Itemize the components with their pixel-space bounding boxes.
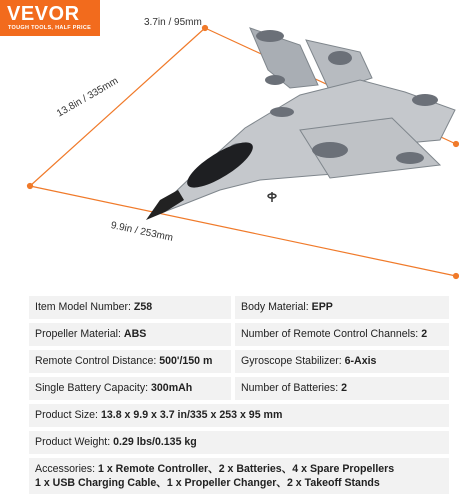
spec-row: [29, 323, 449, 346]
spec-battery-capacity: Single Battery Capacity: 300mAh: [29, 377, 231, 400]
spec-propeller-material: Propeller Material: ABS: [29, 323, 231, 346]
spec-body-material: Body Material: EPP: [235, 296, 449, 319]
dimension-width: 3.7in / 95mm: [144, 17, 202, 28]
spec-row: [29, 296, 449, 319]
spec-row: [29, 377, 449, 400]
dimension-wingspan: 9.9in / 253mm: [109, 220, 174, 244]
spec-distance: Remote Control Distance: 500'/150 m: [29, 350, 231, 373]
spec-gyroscope: Gyroscope Stabilizer: 6-Axis: [235, 350, 449, 373]
spec-size: Product Size: 13.8 x 9.9 x 3.7 in/335 x 253 x 95 mm: [29, 404, 449, 427]
logo-tagline: TOUGH TOOLS, HALF PRICE: [8, 25, 92, 31]
spec-table: [29, 296, 449, 498]
spec-battery-count: Number of Batteries: 2: [235, 377, 449, 400]
dimension-length: 13.8in / 335mm: [55, 75, 121, 120]
logo-brand: VEVOR: [7, 3, 80, 25]
spec-weight: Product Weight: 0.29 lbs/0.135 kg: [29, 431, 449, 454]
spec-model: Item Model Number: Z58: [29, 296, 231, 319]
spec-accessories: Accessories: 1 x Remote Controller、2 x Batteries、4 x Spare Propellers 1 x USB Charging Cable、1 x Propeller Changer、2 x Takeoff Stands: [29, 458, 449, 494]
spec-row: [29, 431, 449, 454]
spec-channels: Number of Remote Control Channels: 2: [235, 323, 449, 346]
spec-row: [29, 350, 449, 373]
spec-row: [29, 404, 449, 427]
spec-row: [29, 458, 449, 494]
rc-jet-plane-icon: [146, 28, 455, 220]
